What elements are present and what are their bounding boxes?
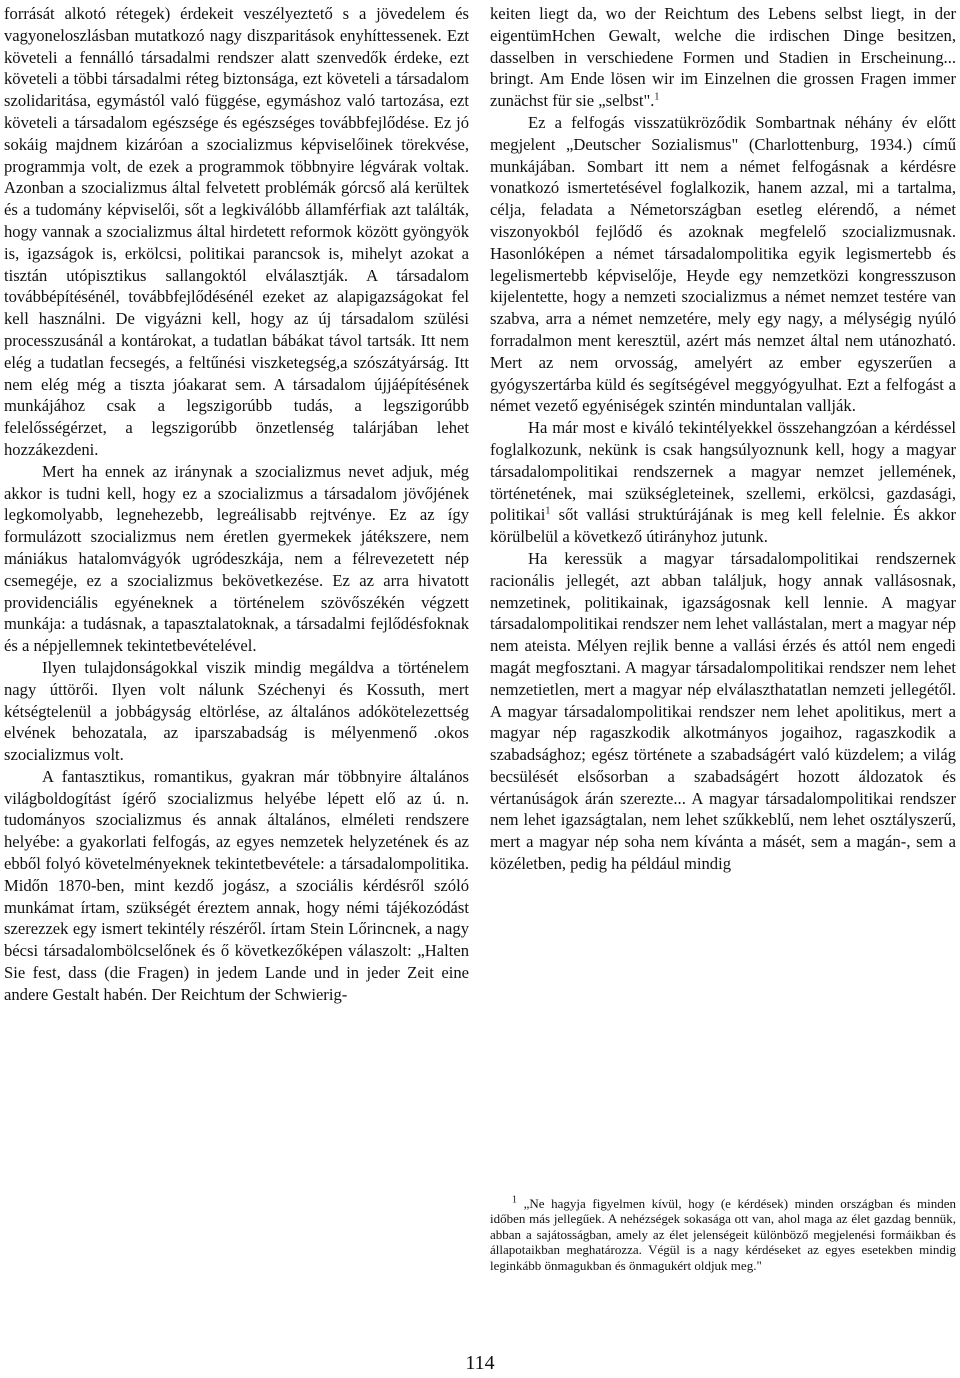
footnote-body: „Ne hagyja figyelmen kívül, hogy (e kérdések) minden országban és minden időben más jellegűek. A nehézségek sokasága ott van, ahol maga az élet gazdag bennük, abban a sajátosságban, amely az élet jelenségeit különböző megjelenési formáikban és állapotaikban meghatározza. Végül is a nagy kérdéseket az egyes esetekben mindig leginkább önmagukban és önmagukért oldjuk meg." xyxy=(490,1196,956,1273)
right-column xyxy=(490,3,956,875)
paragraph: A fantasztikus, romantikus, gyakran már többnyire általános világboldogítást ígérő szocializmus helyébe lépett elő az ú. n. tudományos szocializmus és annak általános, elméleti rendszere helyébe: a gyakorlati felfogás, az egyes nemzetek helyzetének és az ebből folyó követelményeknek tekintetbevétele: a társadalompolitika. Midőn 1870-ben, mint kezdő jogász, a szociális kérdésről szóló munkámat írtam, szükségét éreztem annak, hogy némi tájékozódást szerezzek egy ismert tekintély részéről. írtam Stein Lőrincnek, a nagy bécsi társadalombölcselőnek és ő következőképen válaszolt: „Halten Sie fest, dass (die Fragen) in jedem Lande und in jeder Zeit eine andere Gestalt habén. Der Reichtum der Schwierig- xyxy=(4,766,469,1004)
paragraph: Ez a felfogás visszatükröződik Sombartnak néhány év előtt megjelent „Deutscher Sozialismus" (Charlottenburg, 1934.) című munkájában. Sombart itt nem a német felfogásnak a kérdésre vonatkozó ismertetésével foglalkozik, hanem azzal, mi a tartalma, célja, feladata a Németországban esetleg elérendő, a német viszonyokból fejlődő és azoknak megfelelő szocializmusnak. Hasonlóképen a német társadalompolitika egyik legismertebb és legelismertebb képviselője, Heyde egy nemzetközi kongresszuson kijelentette, hogy a nemzeti szocializmus a német nemzet testére van szabva, arra a német nemzetére, mely egy nagy, a mélységig nyúló forradalmon ment keresztül, azért más nemzet által nem utánozható. Mert az nem orvosság, amelyért az ember egyszerűen a gyógyszertárba küld és segítségével meggyógyulhat. Ezt a felfogást a német vezető egyéniségek szintén minduntalan vallják. xyxy=(490,112,956,416)
paragraph-text: keiten liegt da, wo der Reichtum des Lebens selbst liegt, in der eigentümHchen Gewalt, welche die irdischen Dinge besitzen, dasselben in verschiedene Formen und Stadien in Erscheinung... bringt. Am Ende lösen wir im Einzelnen die grossen Fragen immer zunächst für sie „selbst". xyxy=(490,4,956,111)
footnote-text xyxy=(490,1196,956,1273)
paragraph: Ilyen tulajdonságokkal viszik mindig megáldva a történelem nagy úttörői. Ilyen volt nálunk Széchenyi és Kossuth, mert kétségtelenül a jobbágyság eltörlése, az általános adókötelezettség elvének behozatala, az iparszabadság is mélyenmenő .okos szocializmus volt. xyxy=(4,657,469,765)
footnote xyxy=(490,1196,956,1273)
footnote-reference: 1 xyxy=(654,91,660,103)
paragraph xyxy=(490,417,956,548)
paragraph-text: sőt vallási struktúrájának is meg kell felelnie. És akkor körülbelül a következő útirányhoz jutunk. xyxy=(490,505,956,547)
page-number: 114 xyxy=(465,1352,495,1374)
paragraph xyxy=(490,3,956,112)
paragraph: Mert ha ennek az iránynak a szocializmus nevet adjuk, még akkor is tudni kell, hogy ez a szocializmus a társadalom jövőjének legkomolyabb, legnehezebb, legreálisabb rejtvénye. Ez az így formulázott szocializmus nem éretlen gyermekek játékszere, nem mániákus hatalomvágyók ugródeszkája, nem a félrevezetett nép csemegéje, ez a szocializmus bekövetkezése. Ez az arra hivatott providenciális egyéneknek a történelem szövőszékén végzett munkája: a tudásnak, a tapasztalatoknak, a társadalmi fejlődésfoknak és a népjellemnek tekintetbevételével. xyxy=(4,461,469,656)
left-column xyxy=(4,3,469,1006)
paragraph-text: Ha már most e kiváló tekintélyekkel összehangzóan a kérdéssel foglalkozunk, nekünk is csak hangsúlyoznunk kell, hogy a magyar társadalompolitikai rendszernek a magyar nemzet jellemének, történetének, mai szükségleteinek, szellemi, erkölcsi, gazdasági, politikai xyxy=(490,418,956,525)
footnote-reference: 1 xyxy=(545,505,551,517)
footnote-mark: 1 xyxy=(512,1194,517,1206)
paragraph: forrását alkotó rétegek) érdekeit veszélyeztető s a jövedelem és vagyoneloszlásban mutatkozó nagy diszparitások enyhíttessenek. Ezt követeli a fennálló társadalmi rendszer alatt szenvedők érdeke, ezt követeli a többi társadalmi réteg biztonsága, ezt követeli a társadalom szolidaritása, egymástól való függése, egymáshoz való tartozása, ezt követeli a társadalom egészsége és egészséges továbbfejlődése. Ez jó sokáig majdnem kizáróan a szocializmus képviselőinek törekvése, programmja volt, de ezek a programmok többnyire légvárak voltak. Azonban a szocializmus által felvetett problémák górcső alá kerültek és a tudomány képviselői, sőt a legkiválóbb államférfiak azt találták, hogy vannak a szocializmus által hirdetett reformok között gyöngyök is, igazságok is, erkölcsi, politikai parancsok is, mihelyt azokat a tisztán utópisztikus sallangoktól elválasztják. A társadalom továbbépítésénél, továbbfejlődésénél ezeket az alapigazságokat fel kell használni. De vigyázni kell, hogy az új társadalom szülési processzusánál a kontárokat, a tudatlan bábákat távol tartsák. Itt nem elég a tudatlan fecsegés, a feltűnési viszketegség,a szószátyárság. Itt nem elég még a tiszta jóakarat sem. A társadalom újjáépítésének munkájához csak a legszigorúbb tudás, a legszigorúbb felelősségérzet, a legszigorúbb önzetlenség talárjában lehet hozzákezdeni. xyxy=(4,4,469,459)
paragraph: Ha keressük a magyar társadalompolitikai rendszernek racionális jellegét, azt abban találjuk, hogy annak vallásosnak, nemzetinek, politikainak, igazságosnak kell lennie. A magyar társadalompolitikai rendszer nem lehet vallástalan, mert a magyar nép nem ateista. Mélyen rejlik benne a vallási érzés és attól nem engedi magát megfosztani. A magyar társadalompolitikai rendszer nem lehet nemzetietlen, mert a magyar nép elválaszthatatlan nemzeti jellegétől. A magyar társadalompolitikai rendszer nem lehet apolitikus, mert a magyar nép ragaszkodik alkotmányos jogaihoz, ragaszkodik a szabadsághoz; egész története a szabadságért való küzdelem; a világ becsülését elsősorban a szabadságért hozott áldozatok és vértanúságok árán szerezte... A magyar társadalompolitikai rendszer nem lehet igazságtalan, nem lehet szűkkeblű, nem lehet osztályszerű, mert a magyar nép soha nem kívánta a másét, sem a magán-, sem a közéletben, pedig ha például mindig xyxy=(490,548,956,874)
